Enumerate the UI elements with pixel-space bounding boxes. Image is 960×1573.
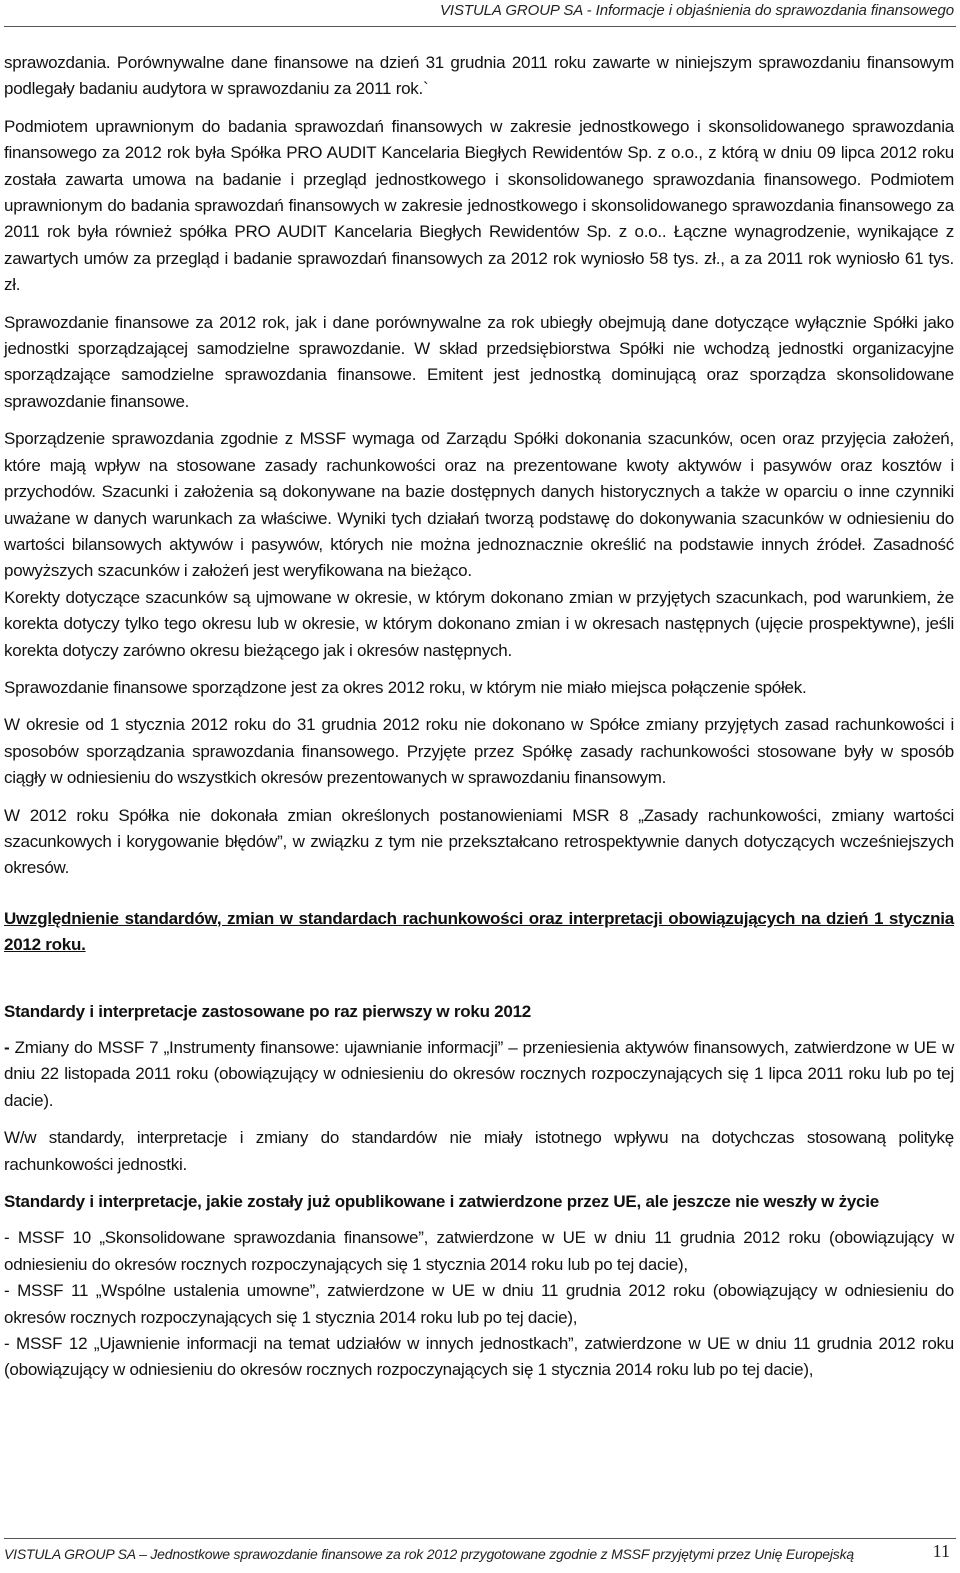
list-item: - MSSF 11 „Wspólne ustalenia umowne”, zatwierdzone w UE w dniu 11 grudnia 2012 roku (obowiązujący w odniesieniu do okresów rocznych rozpoczynających się 1 stycznia 2014 roku lub po tej dacie), <box>4 1281 954 1327</box>
item-dash: - <box>4 1038 15 1057</box>
paragraph: Podmiotem uprawnionym do badania sprawozdań finansowych w zakresie jednostkowego i skonsolidowanego sprawozdania finansowego za 2012 rok była Spółka PRO AUDIT Kancelaria Biegłych Rewidentów Sp. z o.o., z którą w dniu 09 lipca 2012 roku została zawarta umowa na badanie i przegląd jednostkowego i skonsolidowanego sprawozdania finansowego. Podmiotem uprawnionym do badania sprawozdań finansowych w zakresie jednostkowego i skonsolidowanego sprawozdania finansowego za 2011 rok była również spółka PRO AUDIT Kancelaria Biegłych Rewidentów Sp. z o.o.. Łączne wynagrodzenie, wynikające z zawartych umów za przegląd i badanie sprawozdań finansowych za 2012 rok wyniosło 58 tys. zł., a za 2011 rok wyniosło 61 tys. zł. <box>4 116 954 295</box>
page-footer <box>4 1538 956 1573</box>
paragraph: W okresie od 1 stycznia 2012 roku do 31 grudnia 2012 roku nie dokonano w Spółce zmiany przyjętych zasad rachunkowości i sposobów sporządzania sprawozdania finansowego. Przyjęte przez Spółkę zasady rachunkowości stosowane były w sposób ciągły w odniesieniu do wszystkich okresów prezentowanych w sprawozdaniu finansowym. <box>4 715 954 788</box>
footer-text: VISTULA GROUP SA – Jednostkowe sprawozdanie finansowe za rok 2012 przygotowane zgodnie z MSSF przyjętymi przez Unię Europejską <box>4 1546 854 1562</box>
header-divider <box>4 26 956 27</box>
section-title: Uwzględnienie standardów, zmian w standardach rachunkowości oraz interpretacji obowiązujących na dzień 1 stycznia 2012 roku. <box>4 908 954 955</box>
subheading-first-time-standards: Standardy i interpretacje zastosowane po raz pierwszy w roku 2012 <box>4 1001 531 1021</box>
list-item <box>4 1035 954 1114</box>
paragraph: Sprawozdanie finansowe sporządzone jest za okres 2012 roku, w którym nie miało miejsca połączenie spółek. <box>4 677 807 697</box>
item-text: Zmiany do MSSF 7 „Instrumenty finansowe: ujawnianie informacji” – przeniesienia aktywów finansowych, zatwierdzone w UE w dniu 22 listopada 2011 roku (obowiązujący w odniesieniu do okresów rocznych rozpoczynających się 1 lipca 2011 roku lub po tej dacie). <box>4 1038 954 1110</box>
subheading-pending-standards: Standardy i interpretacje, jakie zostały już opublikowane i zatwierdzone przez UE, ale jeszcze nie weszły w życie <box>4 1192 879 1212</box>
paragraph: Korekty dotyczące szacunków są ujmowane w okresie, w którym dokonano zmian w przyjętych szacunkach, pod warunkiem, że korekta dotyczy tylko tego okresu lub w okresie, w którym dokonano zmian i w okresach następnych (ujęcie prospektywne), jeśli korekta dotyczy zarówno okresu bieżącego jak i okresów następnych. <box>4 587 954 660</box>
paragraph: Sporządzenie sprawozdania zgodnie z MSSF wymaga od Zarządu Spółki dokonania szacunków, ocen oraz przyjęcia założeń, które mają wpływ na stosowane zasady rachunkowości oraz na prezentowane kwoty aktywów i pasywów oraz kosztów i przychodów. Szacunki i założenia są dokonywane na bazie dostępnych danych historycznych a także w oparciu o inne czynniki uważane w danych warunkach za właściwe. Wyniki tych działań tworzą podstawę do dokonywania szacunków w odniesieniu do wartości bilansowych aktywów i pasywów, których nie można jednoznacznie określić na podstawie innych źródeł. Zasadność powyższych szacunków i założeń jest weryfikowana na bieżąco. <box>4 429 954 581</box>
paragraph: W 2012 roku Spółka nie dokonała zmian określonych postanowieniami MSR 8 „Zasady rachunkowości, zmiany wartości szacunkowych i korygowanie błędów”, w związku z tym nie przekształcano retrospektywnie danych dotyczących wcześniejszych okresów. <box>4 805 954 878</box>
paragraph: W/w standardy, interpretacje i zmiany do standardów nie miały istotnego wpływu na dotychczas stosowaną politykę rachunkowości jednostki. <box>4 1128 954 1174</box>
paragraph: sprawozdania. Porównywalne dane finansowe na dzień 31 grudnia 2011 roku zawarte w niniejszym sprawozdaniu finansowym podlegały badaniu audytora w sprawozdaniu za 2011 rok.` <box>4 53 954 99</box>
page-header: VISTULA GROUP SA - Informacje i objaśnienia do sprawozdania finansowego <box>440 2 954 19</box>
document-body <box>4 50 954 1384</box>
paragraph: Sprawozdanie finansowe za 2012 rok, jak i dane porównywalne za rok ubiegły obejmują dane dotyczące wyłącznie Spółki jako jednostki sporządzającej samodzielne sprawozdanie. W skład przedsiębiorstwa Spółki nie wchodzą jednostki organizacyjne sporządzające samodzielne sprawozdania finansowe. Emitent jest jednostką dominującą oraz sporządza skonsolidowane sprawozdanie finansowe. <box>4 312 954 411</box>
page-number: 11 <box>932 1541 950 1561</box>
list-item: - MSSF 10 „Skonsolidowane sprawozdania finansowe”, zatwierdzone w UE w dniu 11 grudnia 2012 roku (obowiązujący w odniesieniu do okresów rocznych rozpoczynających się 1 stycznia 2014 roku lub po tej dacie), <box>4 1228 954 1274</box>
list-item: - MSSF 12 „Ujawnienie informacji na temat udziałów w innych jednostkach”, zatwierdzone w UE w dniu 11 grudnia 2012 roku (obowiązujący w odniesieniu do okresów rocznych rozpoczynających się 1 stycznia 2014 roku lub po tej dacie), <box>4 1334 954 1380</box>
